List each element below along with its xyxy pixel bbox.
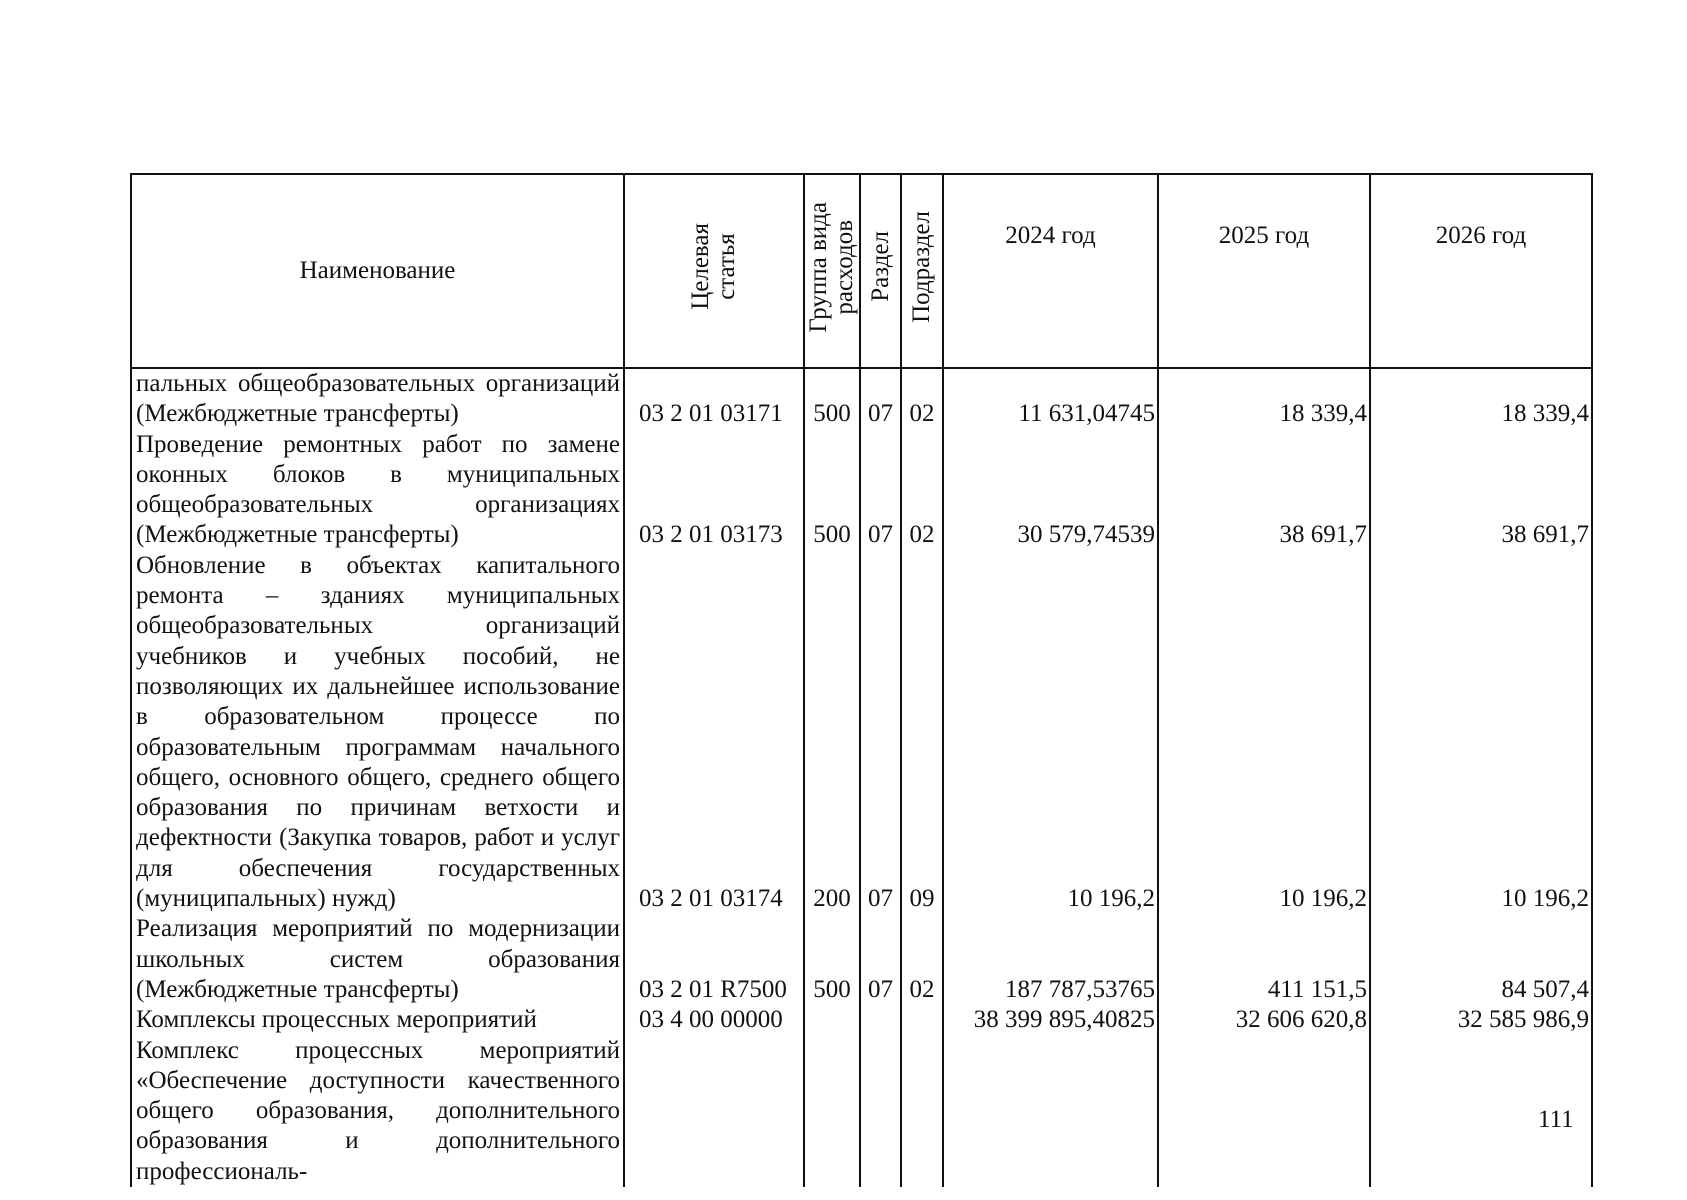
row-value-2024: 11 631,04745 — [943, 368, 1158, 430]
row-section: 07 — [860, 914, 901, 1005]
header-year-2024 — [943, 174, 1158, 368]
row-value-2026: 10 196,2 — [1370, 551, 1592, 915]
header-name — [131, 174, 624, 368]
row-section: 07 — [860, 551, 901, 915]
table-row — [131, 914, 1592, 1005]
row-value-2025 — [1158, 1036, 1370, 1187]
row-target-article: 03 2 01 03173 — [624, 430, 804, 551]
row-expense-group: 200 — [804, 551, 860, 915]
row-name: Обновление в объектах капитального ремонта – зданиях муниципальных общеобразовательных организаций учебников и учебных пособий, не позволяющих их дальнейшее использование в образовательном процессе по образовательным программам начального общего, основного общего, среднего общего образования по причинам ветхости и дефектности (Закупка товаров, работ и услуг для обеспечения государственных (муниципальных) нужд) — [131, 551, 624, 915]
row-value-2025: 38 691,7 — [1158, 430, 1370, 551]
row-subsection: 09 — [901, 551, 943, 915]
header-year-2026-label: 2026 год — [1435, 222, 1527, 249]
budget-table — [130, 173, 1593, 1187]
row-value-2024 — [943, 1036, 1158, 1187]
row-expense-group — [804, 1005, 860, 1035]
header-year-2025-label: 2025 год — [1218, 222, 1310, 249]
row-name: Проведение ремонтных работ по замене оконных блоков в муниципальных общеобразовательных организациях (Межбюджетные трансферты) — [131, 430, 624, 551]
row-value-2024: 187 787,53765 — [943, 914, 1158, 1005]
row-expense-group: 500 — [804, 368, 860, 430]
row-value-2024: 10 196,2 — [943, 551, 1158, 915]
row-value-2026: 84 507,4 — [1370, 914, 1592, 1005]
row-section — [860, 1036, 901, 1187]
row-expense-group — [804, 1036, 860, 1187]
row-target-article: 03 2 01 03174 — [624, 551, 804, 915]
row-subsection — [901, 1005, 943, 1035]
row-value-2026: 18 339,4 — [1370, 368, 1592, 430]
table-row — [131, 368, 1592, 430]
header-name-label: Наименование — [299, 256, 456, 284]
header-section-label: Раздел — [866, 231, 894, 303]
row-target-article: 03 4 00 00000 — [624, 1005, 804, 1035]
header-target-article — [624, 174, 804, 368]
row-subsection: 02 — [901, 914, 943, 1005]
row-section: 07 — [860, 368, 901, 430]
row-value-2024: 30 579,74539 — [943, 430, 1158, 551]
header-year-2026 — [1370, 174, 1592, 368]
header-subsection-label: Подраздел — [908, 210, 935, 323]
row-target-article: 03 2 01 03171 — [624, 368, 804, 430]
row-value-2025: 10 196,2 — [1158, 551, 1370, 915]
row-target-article — [624, 1036, 804, 1187]
budget-table-wrap — [130, 173, 1591, 1185]
row-name: пальных общеобразовательных организаций (Межбюджетные трансферты) — [131, 368, 624, 430]
row-value-2025: 411 151,5 — [1158, 914, 1370, 1005]
table-row — [131, 430, 1592, 551]
page-number: 111 — [1538, 1106, 1574, 1133]
header-subsection — [901, 174, 943, 368]
table-row — [131, 551, 1592, 915]
row-section: 07 — [860, 430, 901, 551]
row-expense-group: 500 — [804, 430, 860, 551]
row-subsection: 02 — [901, 368, 943, 430]
row-target-article: 03 2 01 R7500 — [624, 914, 804, 1005]
header-section — [860, 174, 901, 368]
header-target-article-label: Целевая статья — [687, 223, 740, 311]
header-year-2024-label: 2024 год — [1005, 222, 1096, 249]
row-name: Комплекс процессных мероприятий «Обеспечение доступности качественного общего образования, дополнительного образования и дополнительного профессиональ- — [131, 1036, 624, 1187]
header-expense-group-label: Группа вида расходов — [805, 201, 858, 333]
row-expense-group: 500 — [804, 914, 860, 1005]
row-subsection: 02 — [901, 430, 943, 551]
table-header-row — [131, 174, 1592, 368]
table-row — [131, 1036, 1592, 1187]
row-subsection — [901, 1036, 943, 1187]
header-year-2025 — [1158, 174, 1370, 368]
row-value-2025: 18 339,4 — [1158, 368, 1370, 430]
row-value-2026: 32 585 986,9 — [1370, 1005, 1592, 1035]
header-expense-group — [804, 174, 860, 368]
row-value-2024: 38 399 895,40825 — [943, 1005, 1158, 1035]
row-name: Комплексы процессных мероприятий — [131, 1005, 624, 1035]
row-value-2025: 32 606 620,8 — [1158, 1005, 1370, 1035]
row-name: Реализация мероприятий по модернизации школьных систем образования (Межбюджетные трансферты) — [131, 914, 624, 1005]
row-value-2026: 38 691,7 — [1370, 430, 1592, 551]
row-section — [860, 1005, 901, 1035]
table-row — [131, 1005, 1592, 1035]
